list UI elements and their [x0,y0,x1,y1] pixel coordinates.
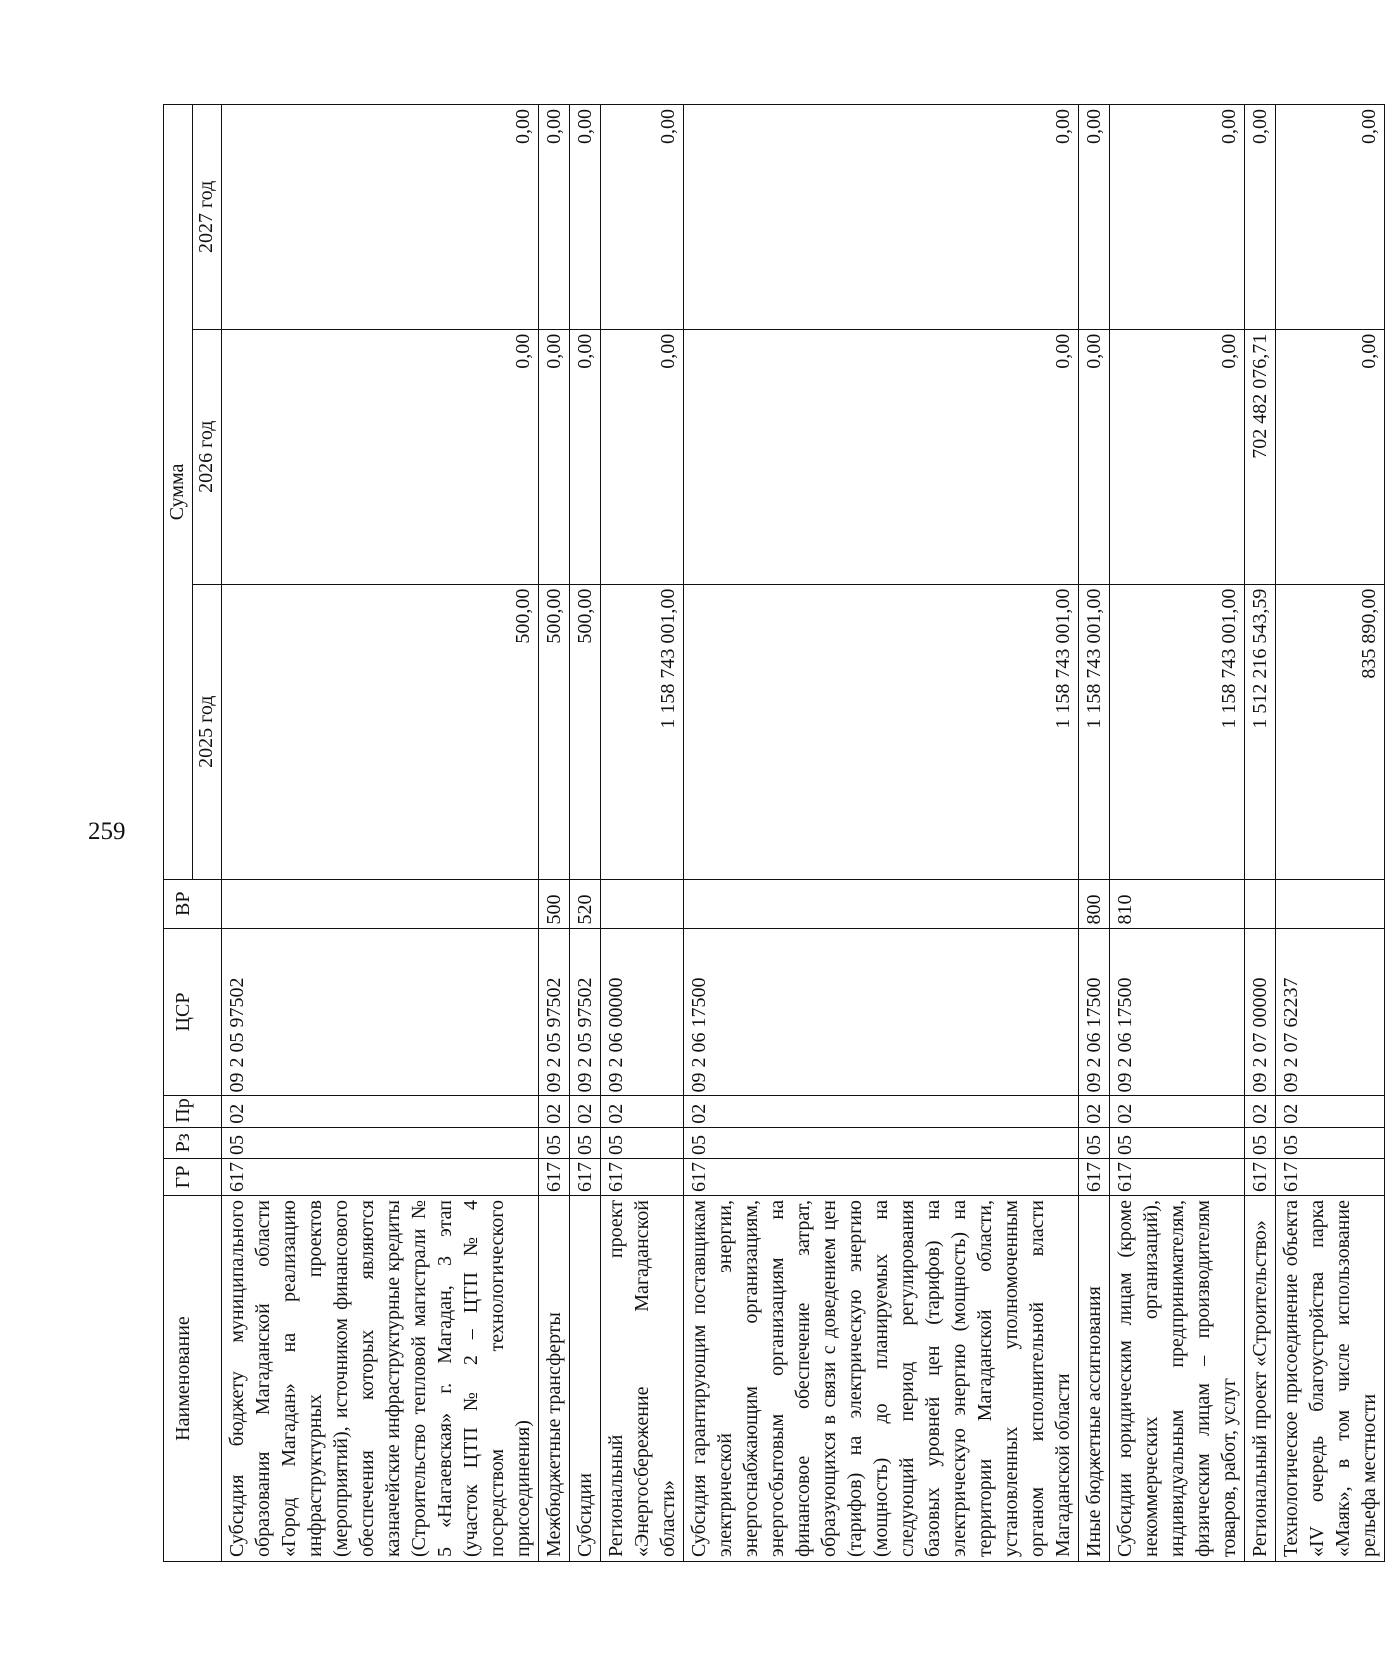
budget-table [163,104,1385,1562]
row-name: Региональный проект «Строительство» [1245,1196,1276,1562]
row-csr: 09 2 06 17500 [684,928,1079,1096]
row-2025: 500,00 [539,584,570,879]
row-2025: 500,00 [222,584,539,879]
row-2027: 0,00 [1110,105,1245,330]
row-2027: 0,00 [1245,105,1276,330]
row-pr: 02 [222,1096,539,1127]
row-gr: 617 [684,1158,1079,1195]
row-csr: 09 2 05 97502 [539,928,570,1096]
row-vr [601,879,684,928]
row-name: Субсидия бюджету муниципального образования Магаданской области «Город Магадан» на реализацию инфраструктурных проектов (мероприятий), источником финансового обеспечения которых являются казначейские инфраструктурные кредиты (Строительство тепловой магистрали № 5 «Нагаевская» г. Магадан, 3 этап (участок ЦТП № 2 – ЦТП № 4 посредством технологического присоединения) [222,1196,539,1562]
row-2025: 500,00 [570,584,601,879]
table-row [1079,105,1110,1562]
header-2026: 2026 год [193,329,222,584]
row-pr: 02 [1245,1096,1276,1127]
row-gr: 617 [539,1158,570,1195]
row-2026: 0,00 [539,329,570,584]
header-csr: ЦСР [164,928,222,1096]
header-rz: Рз [164,1127,222,1158]
row-name: Иные бюджетные ассигнования [1079,1196,1110,1562]
table-row [684,105,1079,1562]
row-name: Межбюджетные трансферты [539,1196,570,1562]
row-name: Субсидии [570,1196,601,1562]
row-gr: 617 [1079,1158,1110,1195]
row-pr: 02 [1110,1096,1245,1127]
header-vr: ВР [164,879,222,928]
row-gr: 617 [1245,1158,1276,1195]
row-csr: 09 2 05 97502 [570,928,601,1096]
row-name: Региональный проект «Энергосбережение Магаданской области» [601,1196,684,1562]
row-pr: 02 [1079,1096,1110,1127]
row-csr: 09 2 07 62237 [1276,928,1385,1096]
row-2027: 0,00 [1079,105,1110,330]
row-vr: 500 [539,879,570,928]
row-csr: 09 2 06 00000 [601,928,684,1096]
row-2026: 0,00 [601,329,684,584]
row-2027: 0,00 [539,105,570,330]
row-2026: 0,00 [570,329,601,584]
row-2027: 0,00 [1276,105,1385,330]
row-vr [1245,879,1276,928]
row-2027: 0,00 [684,105,1079,330]
rotated-table-container [163,104,1380,1562]
row-gr: 617 [222,1158,539,1195]
row-pr: 02 [570,1096,601,1127]
row-2026: 0,00 [1110,329,1245,584]
row-pr: 02 [1276,1096,1385,1127]
table-row [1245,105,1276,1562]
row-vr [222,879,539,928]
header-sum: Сумма [164,105,193,880]
row-csr: 09 2 06 17500 [1110,928,1245,1096]
row-rz: 05 [1110,1127,1245,1158]
row-csr: 09 2 06 17500 [1079,928,1110,1096]
row-2027: 0,00 [570,105,601,330]
row-csr: 09 2 07 00000 [1245,928,1276,1096]
row-vr [684,879,1079,928]
row-2025: 1 158 743 001,00 [1110,584,1245,879]
row-2025: 1 158 743 001,00 [1079,584,1110,879]
row-2026: 702 482 076,71 [1245,329,1276,584]
row-vr: 520 [570,879,601,928]
header-name: Наименование [164,1196,222,1562]
header-gr: ГР [164,1158,222,1195]
row-rz: 05 [539,1127,570,1158]
row-2027: 0,00 [222,105,539,330]
row-rz: 05 [1079,1127,1110,1158]
row-2025: 1 158 743 001,00 [601,584,684,879]
row-gr: 617 [1110,1158,1245,1195]
row-name: Субсидия гарантирующим поставщикам электрической энергии, энергоснабжающим организациям, энергосбытовым организациям на финансовое обеспечение затрат, образующихся в связи с доведением цен (тарифов) на электрическую энергию (мощность) до планируемых на следующий период регулирования базовых уровней цен (тарифов) на электрическую энергию (мощность) на территории Магаданской области, установленных уполномоченным органом исполнительной власти Магаданской области [684,1196,1079,1562]
table-row [222,105,539,1562]
row-rz: 05 [570,1127,601,1158]
row-2026: 0,00 [1079,329,1110,584]
row-vr: 800 [1079,879,1110,928]
row-pr: 02 [601,1096,684,1127]
row-pr: 02 [684,1096,1079,1127]
row-2027: 0,00 [601,105,684,330]
header-2027: 2027 год [193,105,222,330]
row-rz: 05 [222,1127,539,1158]
row-2025: 1 158 743 001,00 [684,584,1079,879]
row-2026: 0,00 [1276,329,1385,584]
row-gr: 617 [570,1158,601,1195]
row-name: Технологическое присоединение объекта «IV очередь благоустройства парка «Маяк», в том числе использование рельефа местности [1276,1196,1385,1562]
table-row [601,105,684,1562]
row-gr: 617 [601,1158,684,1195]
table-row [1276,105,1385,1562]
header-pr: Пр [164,1096,222,1127]
row-2025: 835 890,00 [1276,584,1385,879]
row-rz: 05 [1276,1127,1385,1158]
row-pr: 02 [539,1096,570,1127]
table-row [539,105,570,1562]
row-2025: 1 512 216 543,59 [1245,584,1276,879]
table-row [1110,105,1245,1562]
page-number: 259 [88,818,126,845]
row-gr: 617 [1276,1158,1385,1195]
row-rz: 05 [684,1127,1079,1158]
row-name: Субсидии юридическим лицам (кроме некоммерческих организаций), индивидуальным предпринимателям, физическим лицам – производителям товаров, работ, услуг [1110,1196,1245,1562]
row-csr: 09 2 05 97502 [222,928,539,1096]
table-row [570,105,601,1562]
row-2026: 0,00 [684,329,1079,584]
row-2026: 0,00 [222,329,539,584]
row-vr: 810 [1110,879,1245,928]
row-vr [1276,879,1385,928]
header-2025: 2025 год [193,584,222,879]
row-rz: 05 [1245,1127,1276,1158]
row-rz: 05 [601,1127,684,1158]
